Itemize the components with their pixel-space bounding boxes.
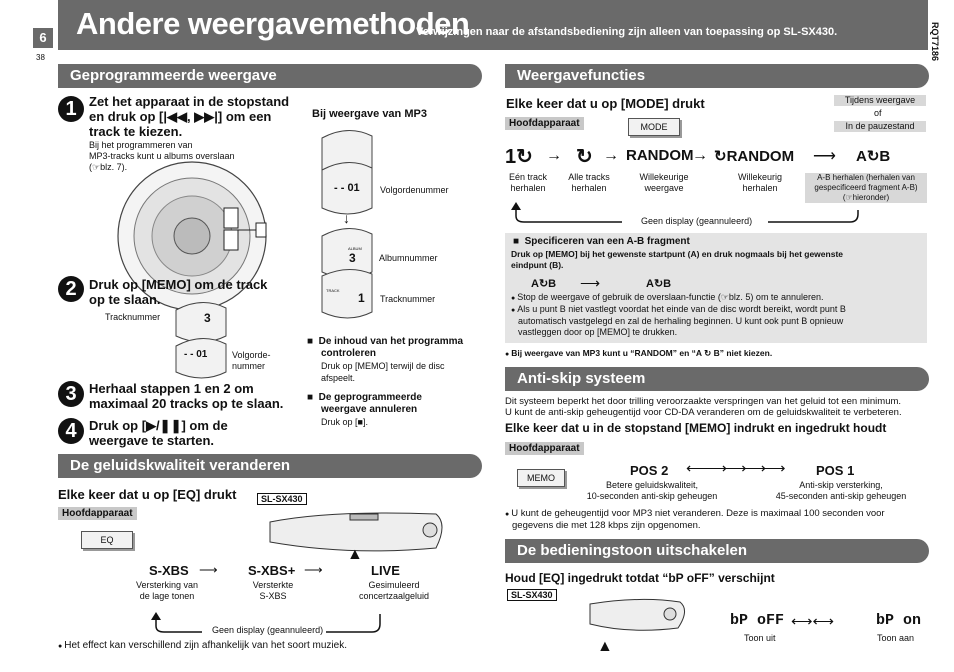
sound-cancel-label: Geen display (geannuleerd) [212, 625, 324, 635]
sound-instruction: Elke keer dat u op [EQ] drukt [58, 487, 237, 502]
state-paused: In de pauzestand [834, 121, 926, 132]
main-unit-label: Hoofdapparaat [58, 507, 137, 520]
mp3-heading: Bij weergave van MP3 [312, 108, 427, 120]
right-arrow-icon: ⟶ [813, 148, 836, 165]
right-arrow-icon: ⟶ [304, 562, 323, 577]
repeat-icon: ↻ [704, 348, 712, 358]
state-during-playback: Tijdens weergave [834, 95, 926, 106]
step2-order-label: Volgorde- nummer [232, 350, 271, 371]
main-unit-label: Hoofdapparaat [505, 442, 584, 455]
mp3-order-display: - - 01 [334, 182, 360, 194]
right-arrow-icon: → [692, 147, 708, 164]
repeat-icon: ↻ [538, 278, 549, 290]
right-arrow-icon: → [603, 147, 619, 164]
beep-instruction: Houd [EQ] ingedrukt totdat “bP oFF” verschijnt [505, 571, 775, 585]
sound-mode-desc: Versterkte S-XBS [252, 580, 294, 601]
mp3-album-num: 3 [349, 251, 356, 265]
memo-button[interactable]: MEMO [517, 469, 565, 487]
sound-mode-desc: Gesimuleerd concertzaalgeluid [358, 580, 430, 601]
step4-text: Druk op [▶/❚❚] om de weergave te starten. [89, 418, 228, 448]
step-number: 4 [58, 418, 84, 444]
beep-on-display: bP on [876, 612, 922, 629]
up-arrow-icon: ▲ [347, 546, 363, 563]
repeat-icon: ↻ [714, 148, 727, 165]
repeat-icon: ↻ [866, 148, 880, 165]
step2-order-display: - - 01 [184, 349, 208, 360]
section-sound-heading: De geluidskwaliteit veranderen [58, 454, 482, 478]
beep-on-label: Toon aan [877, 633, 915, 643]
playmodes-instruction: Elke keer dat u op [MODE] drukt [506, 96, 705, 111]
section-programmed-heading: Geprogrammeerde weergave [58, 64, 482, 88]
repeat-icon: ↻ [516, 146, 533, 168]
ab-spec-title: ■ Specificeren van een A-B fragment [513, 236, 690, 247]
step1-note: Bij het programmeren van MP3-tracks kunt u albums overslaan (☞blz. 7). [89, 140, 235, 172]
mode-label: Willekeurig herhalen [737, 172, 782, 193]
step-number: 1 [58, 96, 84, 122]
ab-partial-display: A↻B [531, 278, 557, 290]
mp3-order-label: Volgordenummer [380, 185, 449, 195]
ab-repeat-box: A-B herhalen (herhalen van gespecificeerd fragment A-B) (☞hieronder) [805, 173, 927, 203]
step2-button-icons [172, 300, 232, 380]
step2-text: Druk op [MEMO] om de track op te slaan. [89, 277, 268, 307]
sound-mode-sxbs: S-XBS [149, 563, 189, 578]
mp3-button-icons [318, 128, 378, 328]
step2-track-display: 3 [204, 311, 211, 325]
sound-mode-desc: Versterking van de lage tonen [135, 580, 199, 601]
right-arrow-icon: ⟶ [199, 562, 218, 577]
up-arrow-icon: ▲ [597, 638, 613, 655]
sound-mode-sxbs-plus: S-XBS+ [248, 563, 296, 578]
right-arrow-icon: ⟶ [580, 275, 601, 291]
page-title: Andere weergavemethoden [76, 6, 470, 41]
play-pause-icon: ▶/❚❚ [146, 418, 182, 433]
antiskip-text: Dit systeem beperkt het door trilling veroorzaakte verspringen van het geluid tot een minimum. U kunt de anti-skip geheugentijd voor CD-DA veranderen om de geluidskwaliteit te verbeteren. [505, 396, 902, 418]
tracknummer-label: Tracknummer [105, 312, 161, 322]
step3-text: Herhaal stappen 1 en 2 om maximaal 20 tracks op te slaan. [89, 381, 284, 411]
down-arrow-icon: ↓ [343, 210, 350, 226]
mode-cancel-label: Geen display (geannuleerd) [641, 216, 753, 226]
pos2-desc: Betere geluidskwaliteit, 10-seconden anti-skip geheugen [586, 480, 718, 501]
double-arrow-icon: ⟵⟶⟶⟶⟶ [686, 460, 784, 477]
cancel-program-note: ■ De geprogrammeerde weergave annuleren Druk op [■]. [307, 392, 422, 427]
mode-random: RANDOM [626, 147, 694, 164]
check-program-note: ■ De inhoud van het programma controleren Druk op [MEMO] terwijl de disc afspeelt. [307, 336, 464, 383]
ab-full-display: A↻B [646, 278, 672, 290]
section-antiskip-heading: Anti-skip systeem [505, 367, 929, 391]
right-arrow-icon: → [546, 147, 562, 164]
repeat-icon: ↻ [653, 278, 664, 290]
page-subnumber: 38 [36, 53, 45, 62]
antiskip-note: ● U kunt de geheugentijd voor MP3 niet veranderen. Deze is maximaal 100 seconden voor gegevens die met 128 kbps zijn opgenomen. [505, 508, 925, 531]
mp3-album-tag: ALBUM [348, 246, 362, 251]
mp3-track-label: Tracknummer [380, 294, 436, 304]
page-subtitle: Verwijzingen naar de afstandsbediening zijn alleen van toepassing op SL-SX430. [416, 26, 838, 38]
pos1-display: POS 1 [816, 463, 855, 478]
main-unit-label: Hoofdapparaat [505, 117, 584, 130]
mode-random-repeat: ↻RANDOM [714, 148, 795, 165]
section-beep-heading: De bedieningstoon uitschakelen [505, 539, 929, 563]
playmodes-note: ● Bij weergave van MP3 kunt u “RANDOM” en “A ↻ B” niet kiezen. [505, 348, 772, 359]
step-number: 2 [58, 276, 84, 302]
mode-label: Alle tracks herhalen [568, 172, 610, 193]
skip-next-icon: ▶▶| [194, 109, 218, 124]
mode-label: Eén track herhalen [508, 172, 548, 193]
ab-spec-bullets: ● Stop de weergave of gebruik de overslaan-functie (☞blz. 5) om te annuleren. ● Als u punt B niet vastlegt voordat het einde van de disc wordt bereikt, wordt punt B automatisch vastgelegd en zal de herhaling beginnen. U kunt ook punt B opnieuw vastleggen door op [MEMO] te drukken. [511, 292, 921, 338]
beep-off-display: bP oFF [730, 612, 785, 629]
ab-spec-text: Druk op [MEMO] bij het gewenste startpunt (A) en druk nogmaals bij het gewenste eindpunt (B). [511, 249, 844, 270]
repeat-icon: ↻ [576, 146, 593, 168]
model-tag: SL-SX430 [257, 493, 307, 505]
mode-button[interactable]: MODE [628, 118, 680, 136]
mp3-album-label: Albumnummer [379, 253, 438, 263]
page-number: 6 [33, 28, 53, 48]
mp3-track-tag: TRACK [326, 288, 340, 293]
pos1-desc: Anti-skip versterking, 45-seconden anti-skip geheugen [775, 480, 907, 501]
double-arrow-icon: ⟷⟷ [791, 613, 835, 630]
skip-prev-icon: |◀◀ [163, 109, 188, 124]
mp3-track-num: 1 [358, 291, 365, 305]
mode-ab: A↻B [856, 148, 891, 165]
eq-button[interactable]: EQ [81, 531, 133, 549]
document-code: RQT7186 [930, 22, 940, 62]
mode-one-repeat: 1↻ [505, 146, 533, 168]
state-or: of [874, 108, 882, 118]
model-tag: SL-SX430 [507, 589, 557, 601]
beep-off-label: Toon uit [744, 633, 776, 643]
sound-note: ● Het effect kan verschillend zijn afhankelijk van het soort muziek. [58, 640, 347, 653]
section-playmodes-heading: Weergavefuncties [505, 64, 929, 88]
sound-mode-live: LIVE [371, 563, 400, 578]
pos2-display: POS 2 [630, 463, 669, 478]
step-number: 3 [58, 381, 84, 407]
antiskip-instruction: Elke keer dat u in de stopstand [MEMO] indrukt en ingedrukt houdt [505, 421, 887, 435]
mode-label: Willekeurige weergave [639, 172, 689, 193]
step1-text: Zet het apparaat in de stopstand en druk op [|◀◀, ▶▶|] om een track te kiezen. [89, 94, 290, 139]
remote-illustration-small [560, 596, 720, 636]
